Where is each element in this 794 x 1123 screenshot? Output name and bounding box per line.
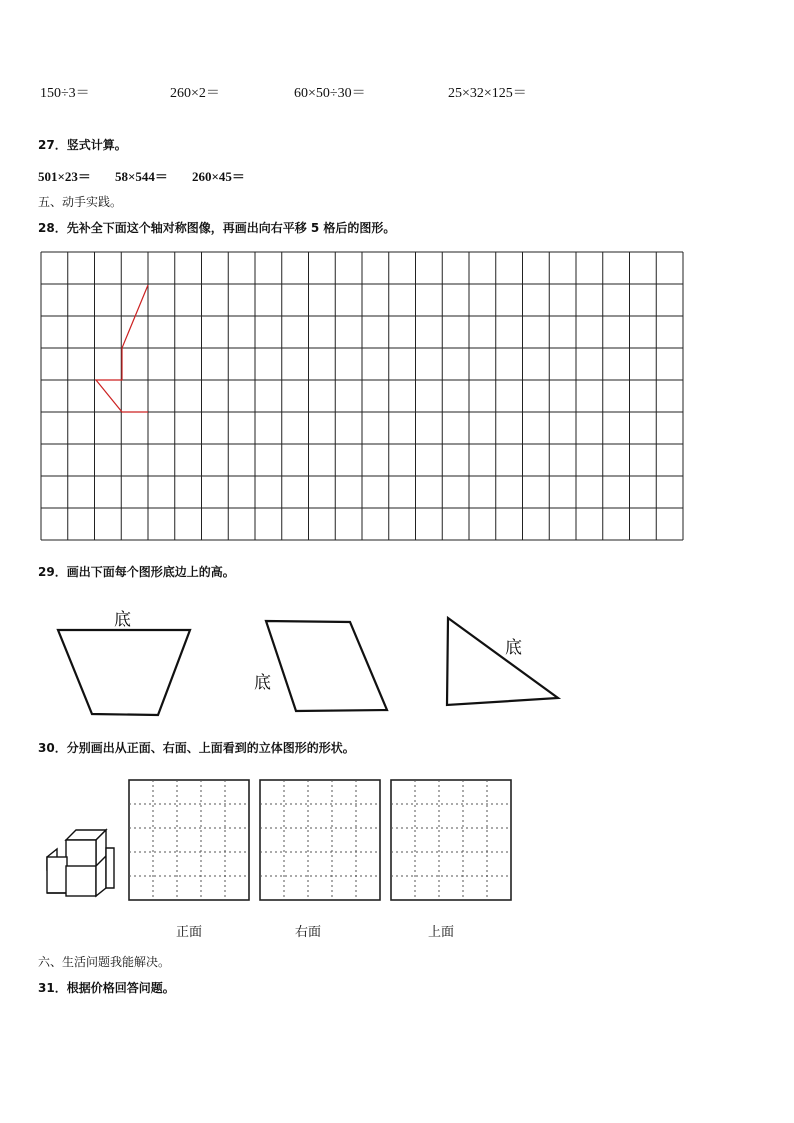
view-grid-top (391, 780, 511, 900)
view-grid-border (391, 780, 511, 900)
view-label-front: 正面 (176, 925, 203, 940)
view-grid-border (129, 780, 249, 900)
view-label-top: 上面 (428, 925, 455, 940)
view-grid-border (260, 780, 380, 900)
equation-2: 260×2＝ (170, 86, 220, 101)
equation-3: 60×50÷30＝ (294, 86, 366, 101)
trapezoid-shape (58, 630, 190, 715)
parallelogram-shape (266, 621, 387, 711)
question-30-label: 30．分别画出从正面、右面、上面看到的立体图形的形状。 (38, 741, 355, 755)
view-grid-front (129, 780, 249, 900)
section-6-heading: 六、生活问题我能解决。 (38, 955, 171, 969)
q30-view-grids (129, 780, 511, 900)
trapezoid-base-label: 底 (114, 610, 131, 630)
question-28-label: 28．先补全下面这个轴对称图像，再画出向右平移 5 格后的图形。 (38, 221, 396, 235)
section-5-heading: 五、动手实践。 (38, 195, 123, 209)
view-label-right: 右面 (295, 925, 322, 940)
triangle-shape (447, 618, 558, 705)
vertical-calc-3: 260×45＝ (192, 169, 245, 184)
view-grid-right (260, 780, 380, 900)
equation-4: 25×32×125＝ (448, 86, 527, 101)
parallelogram-base-label: 底 (254, 673, 271, 693)
triangle-base-label: 底 (505, 638, 522, 658)
question-31-label: 31．根据价格回答问题。 (38, 981, 175, 995)
cube-figure (47, 830, 114, 896)
question-29-label: 29．画出下面每个图形底边上的高。 (38, 565, 235, 579)
vertical-calc-1: 501×23＝ (38, 169, 91, 184)
question-27-label: 27．竖式计算。 (38, 138, 127, 152)
equation-1: 150÷3＝ (40, 86, 90, 101)
q28-grid (41, 252, 683, 540)
vertical-calc-2: 58×544＝ (115, 169, 168, 184)
